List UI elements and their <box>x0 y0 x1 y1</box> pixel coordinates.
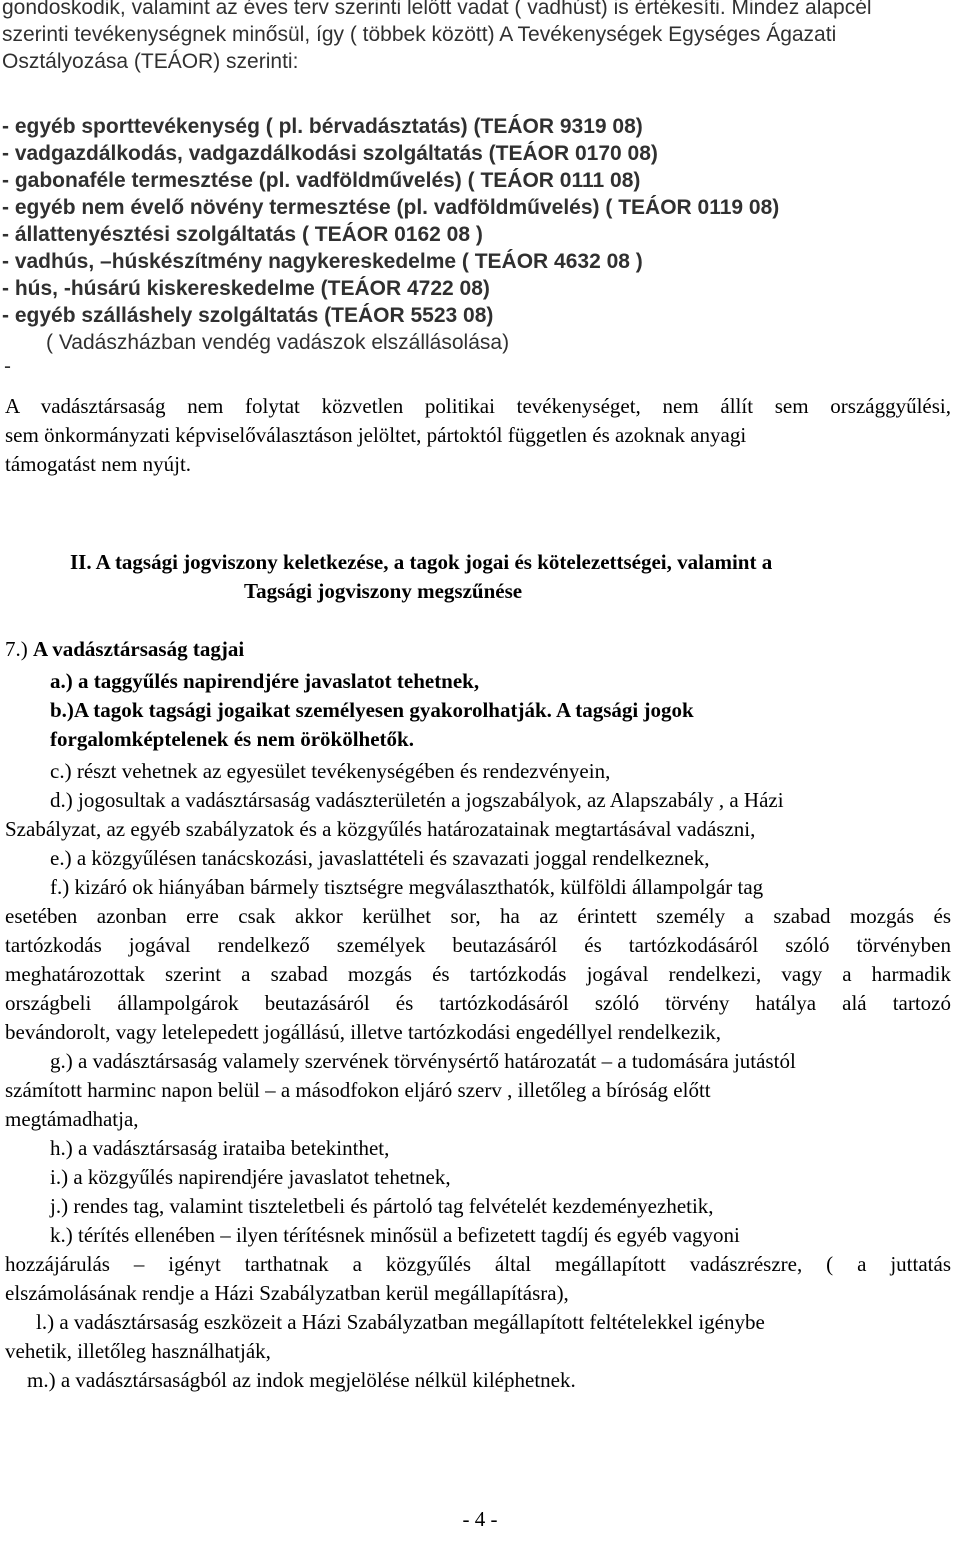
item-tag: a.) <box>50 669 73 693</box>
member-right-k-cont: elszámolásának rendje a Házi Szabályzatban kerül megállapításra), <box>5 1281 569 1305</box>
dash-line: - <box>4 355 11 378</box>
intro-line-2: szerinti tevékenységnek minősül, így ( többek között) A Tevékenységek Egységes Ágazati <box>2 23 837 46</box>
item-tag: l.) <box>36 1310 55 1334</box>
member-right-f <box>50 874 763 900</box>
item-text: részt vehetnek az egyesület tevékenységében és rendezvényein, <box>76 759 611 783</box>
member-right-l-cont: vehetik, illetőleg használhatják, <box>5 1339 271 1363</box>
activity-item: - hús, -húsárú kiskereskedelme (TEÁOR 4722 08) <box>2 277 490 300</box>
member-right-b <box>50 697 694 723</box>
item-text: a vadásztársaság eszközeit a Házi Szabályzatban megállapított feltételekkel igénybe <box>59 1310 765 1334</box>
item-tag: i.) <box>50 1165 69 1189</box>
politics-line-1: A vadásztársaság nem folytat közvetlen politikai tevékenységet, nem állít sem országgyűlési, <box>5 394 951 418</box>
intro-line-3: Osztályozása (TEÁOR) szerinti: <box>2 50 299 73</box>
member-right-f-cont: tartózkodás jogával rendelkező személyek beutazásáról és tartózkodásáról szóló törvényben <box>5 933 951 957</box>
politics-line-3: támogatást nem nyújt. <box>5 452 192 476</box>
activity-item: - állattenyésztési szolgáltatás ( TEÁOR 0162 08 ) <box>2 223 483 246</box>
item-tag: m.) <box>27 1368 56 1392</box>
member-right-g-cont: számított harminc napon belül – a másodfokon eljáró szerv , illetőleg a bíróság előtt <box>5 1078 711 1102</box>
item-text: a vadásztársaság irataiba betekinthet, <box>78 1136 390 1160</box>
point-number: 7.) <box>5 637 28 661</box>
member-right-k-cont: hozzájárulás – igényt tarthatnak a közgyűlés által megállapított vadászrészre, ( a juttatás <box>5 1252 951 1276</box>
member-right-b-cont: forgalomképtelenek és nem örökölhetők. <box>50 727 414 751</box>
item-text: a vadásztársaság valamely szervének törvénysértő határozatát – a tudomására jutástól <box>78 1049 796 1073</box>
activity-item: - vadhús, –húskészítmény nagykereskedelme ( TEÁOR 4632 08 ) <box>2 250 643 273</box>
member-right-a <box>50 668 479 694</box>
member-right-m <box>27 1367 576 1393</box>
item-tag: g.) <box>50 1049 73 1073</box>
item-tag: c.) <box>50 759 72 783</box>
item-text: térítés ellenében – ilyen térítésnek minősül a befizetett tagdíj és egyéb vagyoni <box>78 1223 740 1247</box>
item-text: rendes tag, valamint tiszteletbeli és pártoló tag felvételét kezdeményezhetik, <box>73 1194 714 1218</box>
member-right-j <box>50 1193 714 1219</box>
activity-item: - egyéb szálláshely szolgáltatás (TEÁOR 5523 08) <box>2 304 494 327</box>
item-tag: f.) <box>50 875 70 899</box>
politics-line-2: sem önkormányzati képviselőválasztáson jelöltet, pártoktól független és azoknak anyagi <box>5 423 747 447</box>
item-text: a közgyűlésen tanácskozási, javaslattételi és szavazati joggal rendelkeznek, <box>76 846 710 870</box>
section-subtitle: Tagsági jogviszony megszűnése <box>244 579 523 603</box>
item-text: a taggyűlés napirendjére javaslatot tehetnek, <box>78 669 480 693</box>
member-right-e <box>50 845 709 871</box>
member-right-h <box>50 1135 389 1161</box>
member-right-l <box>36 1309 765 1335</box>
member-right-f-cont: esetében azonban erre csak akkor kerülhet sor, ha az érintett személy a szabad mozgás és <box>5 904 951 928</box>
item-tag: d.) <box>50 788 73 812</box>
activity-item: - gabonaféle termesztése (pl. vadföldművelés) ( TEÁOR 0111 08) <box>2 169 641 192</box>
activity-item: - vadgazdálkodás, vadgazdálkodási szolgáltatás (TEÁOR 0170 08) <box>2 142 658 165</box>
page-number: - 4 - <box>462 1507 498 1531</box>
member-right-d-cont: Szabályzat, az egyéb szabályzatok és a közgyűlés határozatainak megtartásával vadászni, <box>5 817 756 841</box>
item-tag: j.) <box>50 1194 69 1218</box>
item-text: a közgyűlés napirendjére javaslatot tehetnek, <box>73 1165 451 1189</box>
activity-item: - egyéb sporttevékenység ( pl. bérvadásztatás) (TEÁOR 9319 08) <box>2 115 643 138</box>
item-text: kizáró ok hiányában bármely tisztségre megválaszthatók, külföldi állampolgár tag <box>74 875 764 899</box>
item-tag: b.) <box>50 698 74 722</box>
item-tag: k.) <box>50 1223 73 1247</box>
point-7 <box>5 636 244 662</box>
member-right-g-cont: megtámadhatja, <box>5 1107 139 1131</box>
point-title: A vadásztársaság tagjai <box>33 637 245 661</box>
member-right-d <box>50 787 784 813</box>
member-right-f-cont: bevándorolt, vagy letelepedett jogállású, illetve tartózkodási engedéllyel rendelkezik, <box>5 1020 722 1044</box>
member-right-c <box>50 758 610 784</box>
item-tag: h.) <box>50 1136 73 1160</box>
item-text: jogosultak a vadásztársaság vadászterületén a jogszabályok, az Alapszabály , a Házi <box>78 788 784 812</box>
section-title: II. A tagsági jogviszony keletkezése, a tagok jogai és kötelezettségei, valamint a <box>70 550 773 574</box>
member-right-i <box>50 1164 451 1190</box>
member-right-g <box>50 1048 796 1074</box>
member-right-f-cont: meghatározottak szerint a szabad mozgás és tartózkodás jogával rendelkezi, vagy a harmadik <box>5 962 951 986</box>
item-text: a vadásztársaságból az indok megjelölése nélkül kiléphetnek. <box>60 1368 576 1392</box>
activity-note: ( Vadászházban vendég vadászok elszállásolása) <box>46 331 510 354</box>
activity-item: - egyéb nem évelő növény termesztése (pl. vadföldművelés) ( TEÁOR 0119 08) <box>2 196 780 219</box>
item-text: A tagok tagsági jogaikat személyesen gyakorolhatják. A tagsági jogok <box>73 698 694 722</box>
item-tag: e.) <box>50 846 72 870</box>
intro-line-1: gondoskodik, valamint az éves terv szerinti lelőtt vadat ( vadhúst) is értékesíti. Mindez alapcél <box>2 0 872 19</box>
member-right-f-cont: országbeli állampolgárok beutazásáról és tartózkodásáról szóló törvény hatálya alá tartozó <box>5 991 951 1015</box>
member-right-k <box>50 1222 740 1248</box>
